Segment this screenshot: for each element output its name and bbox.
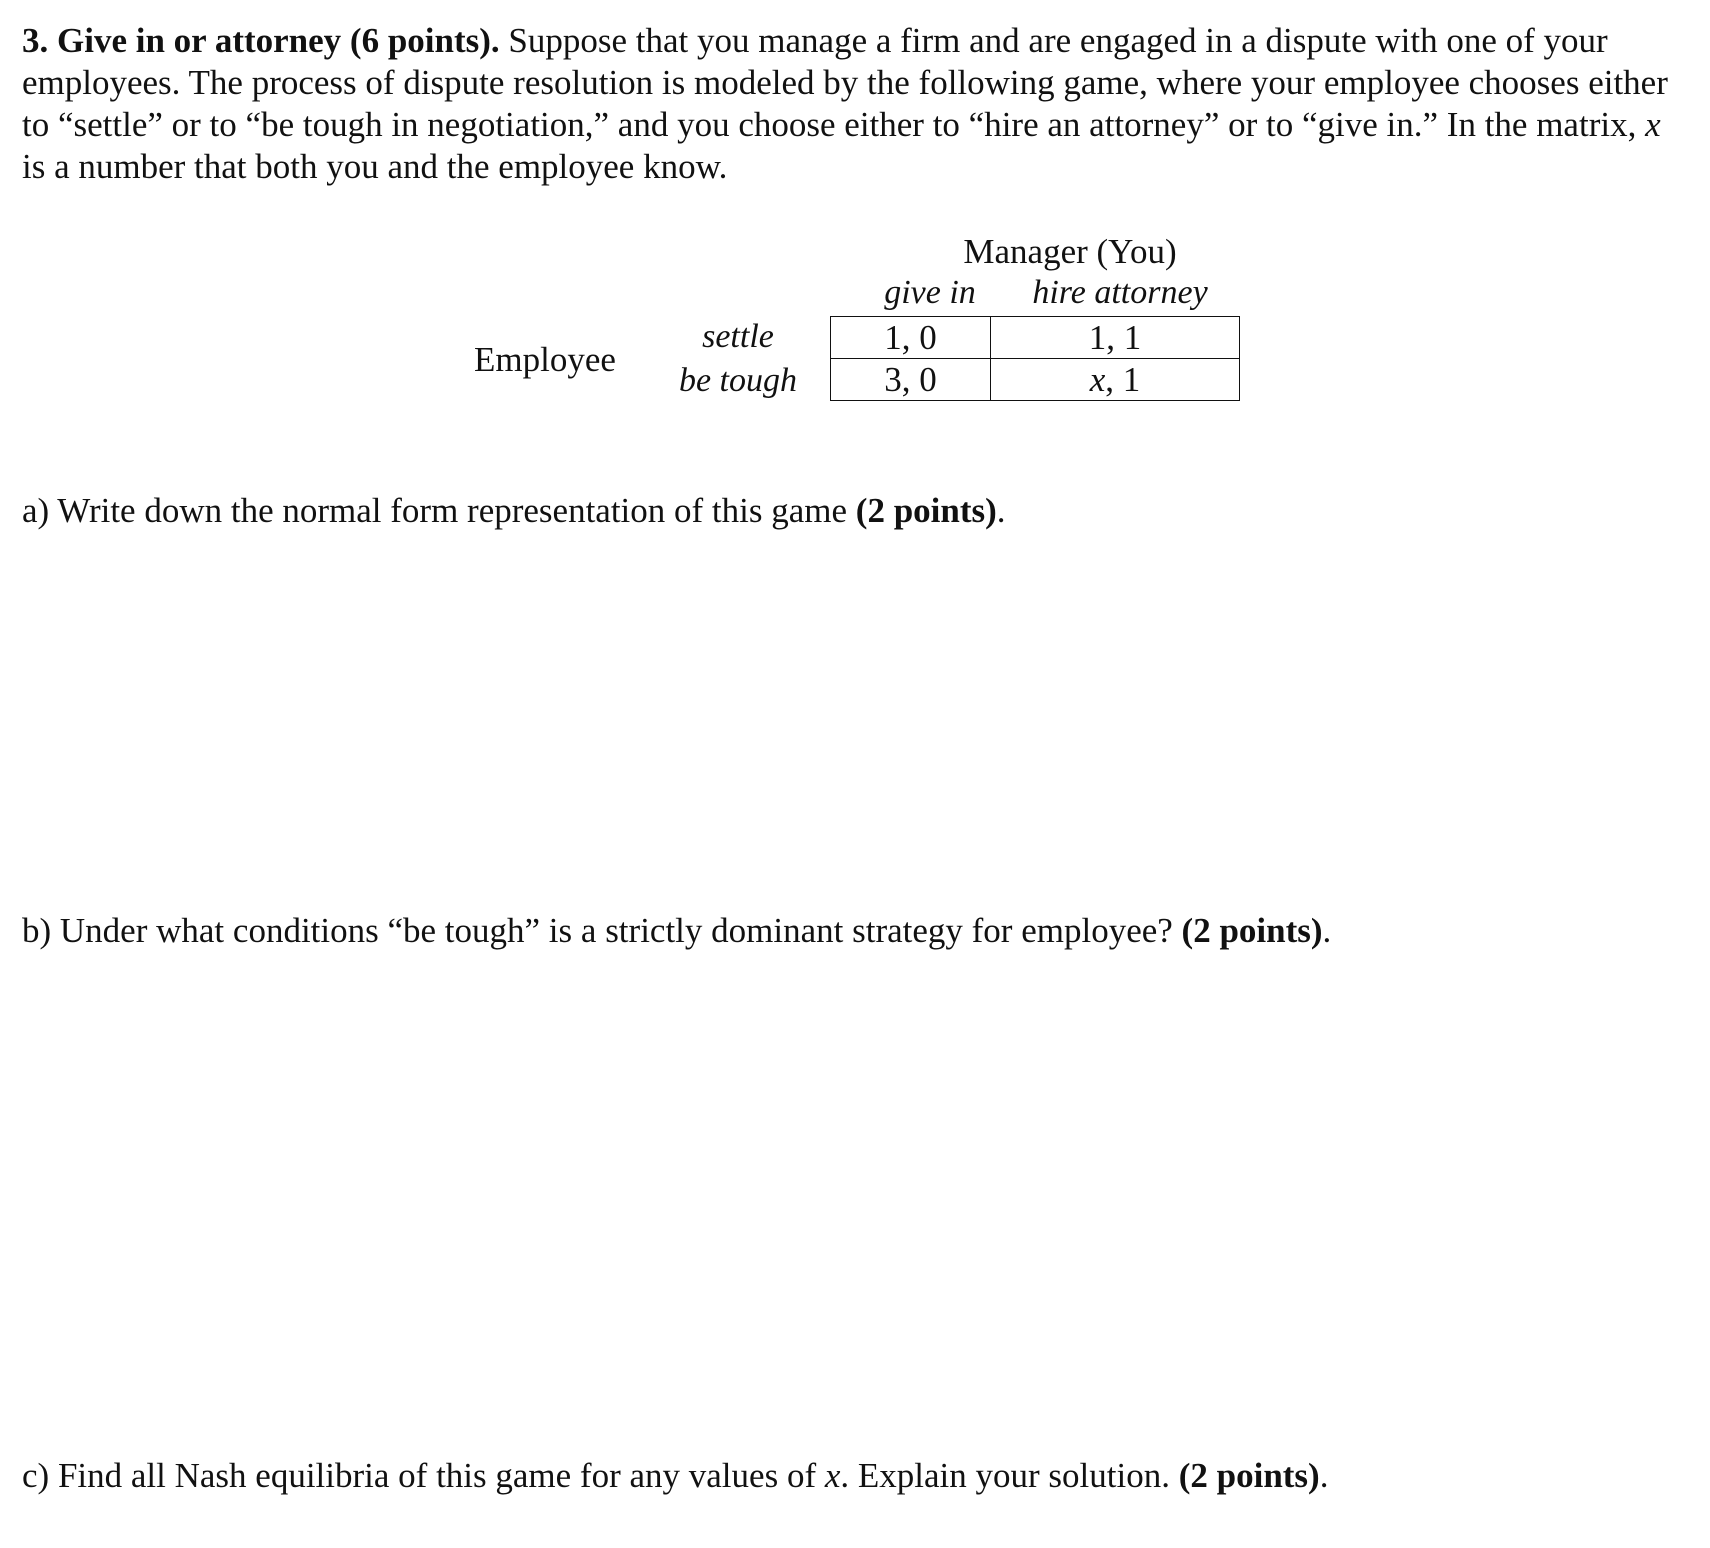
problem-variable: x bbox=[1645, 105, 1661, 144]
question-c-variable: x bbox=[824, 1456, 841, 1495]
question-c-points: (2 points) bbox=[1178, 1456, 1320, 1495]
question-c bbox=[22, 1455, 1328, 1497]
problem-title: 3. Give in or attorney (6 points). bbox=[22, 21, 500, 60]
payoff-row-settle bbox=[831, 317, 1240, 359]
question-b-text: b) Under what conditions “be tough” is a strictly dominant strategy for employee? bbox=[22, 911, 1182, 950]
payoff-cell-be-tough-hire-attorney bbox=[991, 359, 1240, 401]
row-strategy-settle: settle bbox=[702, 318, 774, 355]
problem-text-part-2: is a number that both you and the employee know. bbox=[22, 147, 728, 186]
question-c-text-part-1: c) Find all Nash equilibria of this game for any values of bbox=[22, 1456, 825, 1495]
payoff-matrix bbox=[830, 316, 1240, 401]
column-strategy-give-in: give in bbox=[884, 274, 976, 311]
question-b bbox=[22, 910, 1331, 952]
column-player-label: Manager (You) bbox=[963, 232, 1177, 271]
question-a-points: (2 points) bbox=[855, 491, 997, 530]
payoff-cell-be-tough-give-in: 3, 0 bbox=[831, 359, 991, 401]
payoff-row-be-tough bbox=[831, 359, 1240, 401]
row-strategy-be-tough: be tough bbox=[678, 362, 798, 399]
question-c-text-part-2: . Explain your solution. bbox=[840, 1456, 1179, 1495]
payoff-cell-settle-hire-attorney: 1, 1 bbox=[991, 317, 1240, 359]
question-b-end: . bbox=[1322, 911, 1332, 950]
column-strategy-hire-attorney: hire attorney bbox=[1032, 274, 1208, 311]
question-a-text: a) Write down the normal form representation of this game bbox=[22, 491, 856, 530]
question-b-points: (2 points) bbox=[1181, 911, 1323, 950]
question-a bbox=[22, 490, 1006, 532]
problem-statement bbox=[22, 20, 1682, 188]
row-player-label: Employee bbox=[474, 340, 616, 379]
payoff-cell-settle-give-in: 1, 0 bbox=[831, 317, 991, 359]
payoff-cell-value: x, 1 bbox=[1089, 359, 1141, 399]
question-a-end: . bbox=[996, 491, 1006, 530]
problem-text-part-1: Suppose that you manage a firm and are engaged in a dispute with one of your employees. The process of dispute resolution is modeled by the following game, where your employee chooses either to “settle” or to “be tough in negotiation,” and you choose either to “hire an attorney” or to “give in.” In the matrix, bbox=[22, 21, 1668, 144]
question-c-end: . bbox=[1319, 1456, 1329, 1495]
